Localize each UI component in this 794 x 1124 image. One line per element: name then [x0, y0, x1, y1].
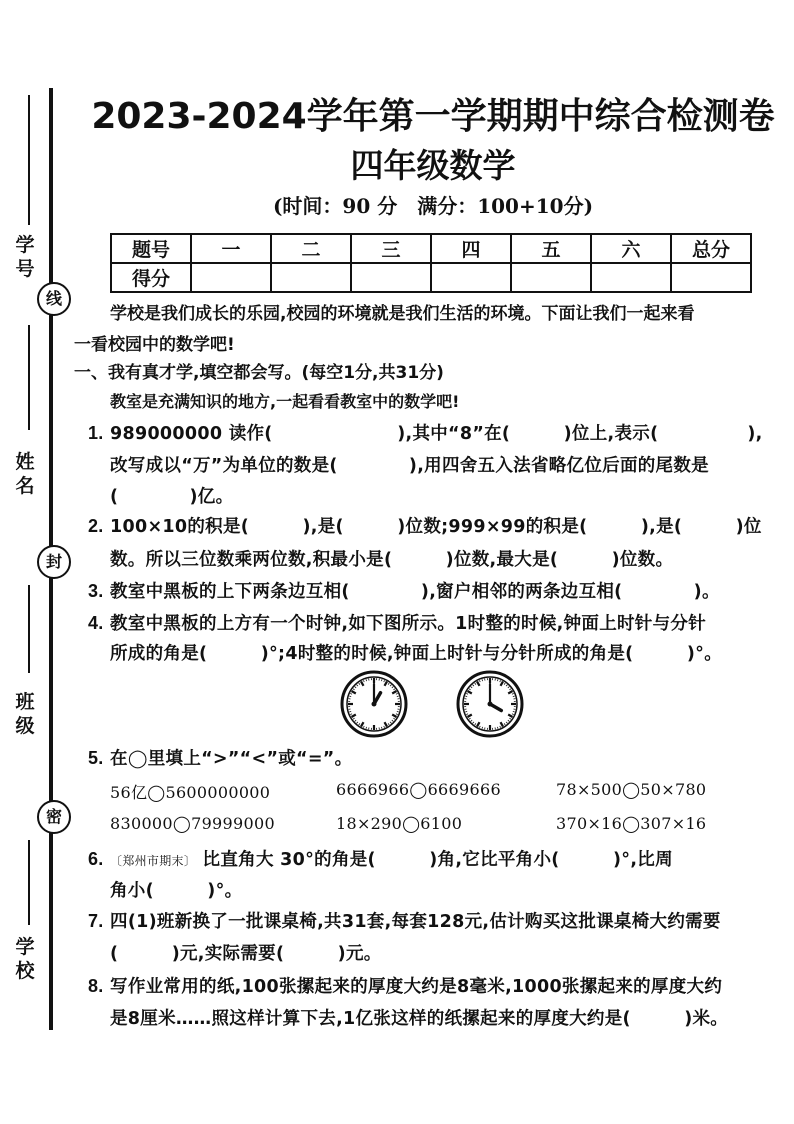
- question-number: 7.: [88, 911, 104, 931]
- compare-item: 18×290◯6100: [336, 814, 463, 833]
- compare-item: 370×16◯307×16: [556, 814, 707, 833]
- school-blank: [28, 840, 30, 925]
- compare-item: 6666966◯6669666: [336, 780, 501, 799]
- section-1-lead: 教室是充满知识的地方,一起看看教室中的数学吧!: [110, 392, 460, 411]
- question-number: 6.: [88, 849, 104, 869]
- seal-xian: 线: [37, 282, 71, 316]
- name-blank: [28, 325, 30, 430]
- exam-subtitle: 四年级数学: [350, 146, 516, 185]
- question-number: 2.: [88, 516, 104, 536]
- question-2-line-1: [88, 513, 762, 538]
- table-cell: 总分: [671, 234, 751, 263]
- side-label-school: 学 校: [15, 936, 35, 982]
- question-7-line-2: ( )元,实际需要( )元。: [110, 944, 382, 964]
- intro-line-2: 一看校园中的数学吧!: [74, 335, 235, 355]
- question-4-line-2: 所成的角是( )°;4时整的时候,钟面上时针与分针所成的角是( )°。: [110, 644, 723, 664]
- question-1-line-2: 改写成以“万”为单位的数是( ),用四舍五入法省略亿位后面的尾数是: [110, 456, 709, 476]
- question-text: 写作业常用的纸,100张摞起来的厚度大约是8毫米,1000张摞起来的厚度大约: [110, 977, 723, 997]
- question-3-line-1: [88, 578, 720, 603]
- section-1-heading: 一、我有真才学,填空都会写。(每空1分,共31分): [74, 363, 444, 383]
- clock-center-pin: [488, 702, 493, 707]
- score-blank: [431, 263, 511, 292]
- question-1-line-1: [88, 420, 763, 445]
- question-7-line-1: [88, 908, 721, 933]
- question-number: 3.: [88, 581, 104, 601]
- side-label-name: 姓 名: [15, 451, 35, 497]
- table-cell: 题号: [111, 234, 191, 263]
- question-number: 8.: [88, 976, 104, 996]
- question-text: 四(1)班新换了一批课桌椅,共31套,每套128元,估计购买这批课桌椅大约需要: [110, 912, 721, 932]
- table-cell: 六: [591, 234, 671, 263]
- intro-line-1: 学校是我们成长的乐园,校园的环境就是我们生活的环境。下面让我们一起来看: [110, 304, 695, 324]
- seal-mi: 密: [37, 800, 71, 834]
- side-label-student-id: 学 号: [15, 234, 35, 280]
- compare-item: 56亿◯5600000000: [110, 783, 271, 802]
- question-1-line-3: ( )亿。: [110, 487, 234, 507]
- student-id-blank: [28, 95, 30, 225]
- clock-face-4-oclock: [456, 670, 524, 738]
- question-2-line-2: 数。所以三位数乘两位数,积最小是( )位数,最大是( )位数。: [110, 550, 674, 570]
- question-number: 1.: [88, 423, 104, 443]
- seal-feng: 封: [37, 545, 71, 579]
- question-8-line-1: [88, 973, 722, 998]
- question-4-line-1: [88, 610, 706, 635]
- score-blank: [191, 263, 271, 292]
- question-number: 4.: [88, 613, 104, 633]
- question-6-line-2: 角小( )°。: [110, 881, 243, 901]
- score-blank: [271, 263, 351, 292]
- table-cell: 一: [191, 234, 271, 263]
- question-6-line-1: [88, 846, 673, 871]
- time-info: (时间：90 分 满分：100+10分): [272, 194, 594, 218]
- score-blank: [671, 263, 751, 292]
- table-cell: 三: [351, 234, 431, 263]
- question-8-line-2: 是8厘米……照这样计算下去,1亿张这样的纸摞起来的厚度大约是( )米。: [110, 1009, 729, 1029]
- compare-item: 78×500◯50×780: [556, 780, 707, 799]
- clock-face-1-oclock: [340, 670, 408, 738]
- score-table-header-row: [111, 234, 751, 263]
- question-text: 比直角大 30°的角是( )角,它比平角小( )°,比周: [202, 850, 673, 870]
- table-cell: 得分: [111, 263, 191, 292]
- table-cell: 二: [271, 234, 351, 263]
- table-cell: 五: [511, 234, 591, 263]
- score-blank: [351, 263, 431, 292]
- table-cell: 四: [431, 234, 511, 263]
- question-text: 教室中黑板的上下两条边互相( ),窗户相邻的两条边互相( )。: [110, 582, 720, 602]
- side-label-class: 班 级: [15, 691, 35, 737]
- question-text: 在◯里填上“>”“<”或“=”。: [110, 749, 353, 769]
- clock-center-pin: [372, 702, 377, 707]
- exam-title: 2023-2024学年第一学期期中综合检测卷: [91, 96, 775, 137]
- score-blank: [511, 263, 591, 292]
- score-blank: [591, 263, 671, 292]
- score-table: [110, 233, 752, 293]
- compare-item: 830000◯79999000: [110, 814, 275, 833]
- source-tag: 〔郑州市期末〕: [110, 854, 197, 868]
- question-text: 989000000 读作( ),其中“8”在( )位上,表示( ),: [110, 424, 763, 444]
- class-blank: [28, 585, 30, 673]
- question-text: 100×10的积是( ),是( )位数;999×99的积是( ),是( )位: [110, 517, 762, 537]
- question-5-line-1: [88, 745, 352, 770]
- question-number: 5.: [88, 748, 104, 768]
- score-table-score-row: [111, 263, 751, 292]
- question-text: 教室中黑板的上方有一个时钟,如下图所示。1时整的时候,钟面上时针与分针: [110, 614, 707, 634]
